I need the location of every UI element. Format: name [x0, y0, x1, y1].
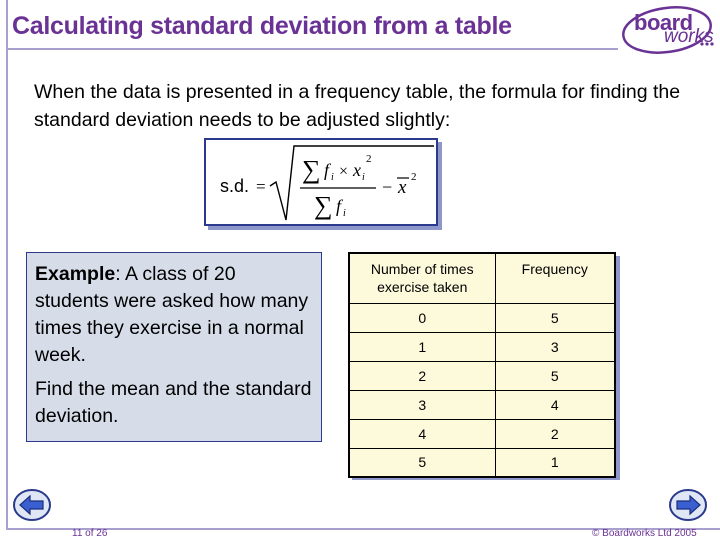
formula-box [204, 138, 438, 226]
svg-text:2: 2 [366, 153, 372, 165]
svg-text:i: i [362, 172, 365, 183]
right-arrow-icon [668, 488, 708, 522]
frequency-table [348, 252, 616, 478]
column-header-exercise: Number of times exercise taken [349, 253, 495, 303]
table-cell: 1 [349, 332, 495, 361]
table-row [349, 390, 615, 419]
logo-text-works: works [664, 26, 714, 47]
table-cell: 4 [349, 419, 495, 448]
svg-text:f: f [324, 160, 330, 180]
page-number: 11 of 26 [72, 528, 108, 539]
table-cell: 1 [495, 448, 615, 477]
svg-text:−: − [382, 177, 393, 197]
svg-text:×: × [339, 163, 349, 180]
table-header-row [349, 253, 615, 303]
svg-text:f: f [336, 196, 342, 216]
table-row [349, 332, 615, 361]
table-cell: 2 [349, 361, 495, 390]
column-header-frequency: Frequency [495, 253, 615, 303]
example-box [26, 252, 322, 442]
svg-text:=: = [256, 177, 266, 196]
svg-text:∑: ∑ [314, 191, 333, 220]
table-cell: 4 [495, 390, 615, 419]
table-cell: 5 [495, 361, 615, 390]
svg-text:i: i [343, 208, 346, 219]
logo-text-board: board [634, 10, 693, 35]
svg-text:∑: ∑ [302, 155, 321, 184]
example-paragraph [35, 261, 313, 369]
table-row [349, 361, 615, 390]
frequency-table-wrapper [348, 252, 616, 476]
boardworks-logo [620, 4, 716, 56]
svg-text:2: 2 [411, 171, 417, 183]
table-cell: 2 [495, 419, 615, 448]
table-row [349, 448, 615, 477]
table-cell: 3 [349, 390, 495, 419]
svg-text:s.d.: s.d. [220, 176, 250, 196]
example-task: Find the mean and the standard deviation. [35, 378, 312, 427]
copyright-text: © Boardworks Ltd 2005 [592, 528, 697, 539]
slide-title: Calculating standard deviation from a table [12, 12, 512, 40]
svg-text:i: i [331, 172, 334, 183]
previous-slide-button[interactable] [12, 488, 52, 522]
table-cell: 0 [349, 303, 495, 332]
frame-left-line [6, 0, 8, 530]
svg-text:x: x [353, 160, 361, 180]
table-row [349, 419, 615, 448]
intro-text: When the data is presented in a frequency table, the formula for finding the standard deviation needs to be adjusted slightly: [34, 81, 681, 131]
table-cell: 3 [495, 332, 615, 361]
next-slide-button[interactable] [668, 488, 708, 522]
example-text: : A class of 20 students were asked how many times they exercise in a normal week. [35, 263, 309, 366]
example-label: Example [35, 263, 116, 285]
sd-formula [206, 140, 440, 228]
title-rule [6, 48, 618, 50]
svg-text:x: x [398, 177, 407, 198]
table-cell: 5 [495, 303, 615, 332]
left-arrow-icon [12, 488, 52, 522]
table-row [349, 303, 615, 332]
table-cell: 5 [349, 448, 495, 477]
